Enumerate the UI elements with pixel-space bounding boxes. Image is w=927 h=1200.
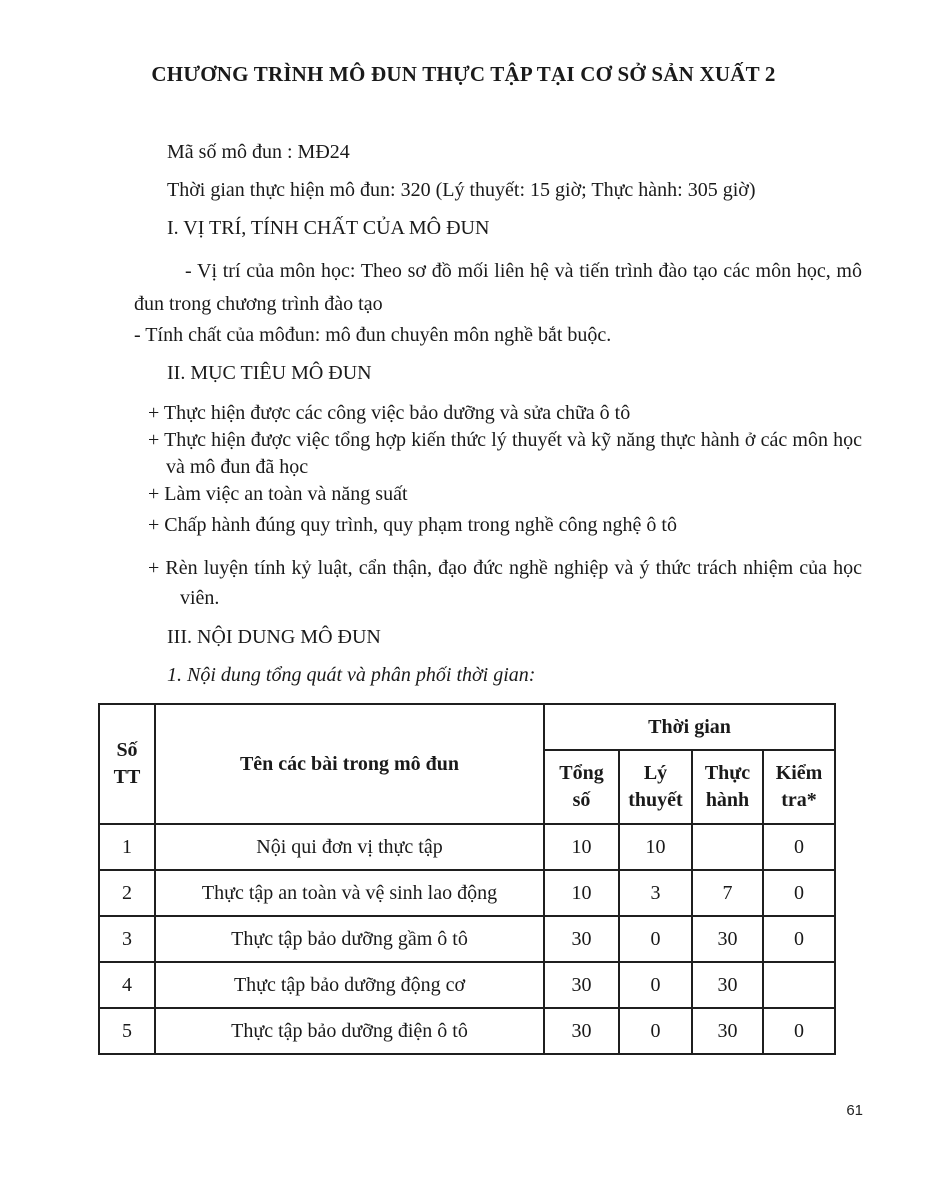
cell-theory: 0 <box>619 1008 692 1054</box>
col-header-stt: Số TT <box>99 704 155 824</box>
module-duration-line: Thời gian thực hiện mô đun: 320 (Lý thuyết: 15 giờ; Thực hành: 305 giờ) <box>167 179 756 201</box>
paragraph-position: - Vị trí của môn học: Theo sơ đồ mối liên hệ và tiến trình đào tạo các môn học, mô đun trong chương trình đào tạo <box>134 260 862 315</box>
cell-total: 30 <box>544 962 619 1008</box>
paragraph-nature: - Tính chất của môđun: mô đun chuyên môn nghề bắt buộc. <box>134 324 612 347</box>
section1-heading: I. VỊ TRÍ, TÍNH CHẤT CỦA MÔ ĐUN <box>167 217 490 239</box>
cell-test: 0 <box>763 916 835 962</box>
col-header-practice: Thực hành <box>692 750 763 824</box>
col-header-time-group: Thời gian <box>544 704 835 750</box>
col-header-total: Tổng số <box>544 750 619 824</box>
cell-stt: 1 <box>99 824 155 870</box>
col-header-test: Kiểm tra* <box>763 750 835 824</box>
cell-test: 0 <box>763 824 835 870</box>
table-row <box>99 916 835 962</box>
cell-test: 0 <box>763 870 835 916</box>
table-row <box>99 870 835 916</box>
cell-test <box>763 962 835 1008</box>
cell-practice: 7 <box>692 870 763 916</box>
cell-name: Thực tập an toàn và vệ sinh lao động <box>155 870 544 916</box>
objectives-list <box>134 400 862 613</box>
cell-stt: 4 <box>99 962 155 1008</box>
cell-total: 30 <box>544 916 619 962</box>
cell-name: Thực tập bảo dưỡng động cơ <box>155 962 544 1008</box>
table-row <box>99 962 835 1008</box>
objective-item: + Làm việc an toàn và năng suất <box>148 483 408 506</box>
cell-practice: 30 <box>692 916 763 962</box>
cell-theory: 0 <box>619 916 692 962</box>
cell-name: Nội qui đơn vị thực tập <box>155 824 544 870</box>
module-code-line: Mã số mô đun : MĐ24 <box>167 141 350 163</box>
cell-practice: 30 <box>692 962 763 1008</box>
section2-heading: II. MỤC TIÊU MÔ ĐUN <box>167 362 372 385</box>
page-number: 61 <box>846 1102 863 1119</box>
objective-item: + Rèn luyện tính kỷ luật, cẩn thận, đạo đức nghề nghiệp và ý thức trách nhiệm của học viên. <box>148 557 862 610</box>
section3-heading: III. NỘI DUNG MÔ ĐUN <box>167 626 381 649</box>
cell-name: Thực tập bảo dưỡng gầm ô tô <box>155 916 544 962</box>
section3-subheading: 1. Nội dung tổng quát và phân phối thời gian: <box>167 664 536 687</box>
cell-name: Thực tập bảo dưỡng điện ô tô <box>155 1008 544 1054</box>
table-row <box>99 824 835 870</box>
cell-total: 10 <box>544 824 619 870</box>
cell-stt: 2 <box>99 870 155 916</box>
objective-item: + Thực hiện được các công việc bảo dưỡng và sửa chữa ô tô <box>148 402 631 425</box>
cell-stt: 3 <box>99 916 155 962</box>
cell-stt: 5 <box>99 1008 155 1054</box>
document-content <box>113 140 862 1055</box>
col-header-name: Tên các bài trong mô đun <box>155 704 544 824</box>
document-title: CHƯƠNG TRÌNH MÔ ĐUN THỰC TẬP TẠI CƠ SỞ SẢN XUẤT 2 <box>151 62 776 86</box>
table-row <box>99 1008 835 1054</box>
objective-item: + Thực hiện được việc tổng hợp kiến thức lý thuyết và kỹ năng thực hành ở các môn học và mô đun đã học <box>148 429 862 479</box>
cell-test: 0 <box>763 1008 835 1054</box>
col-header-theory: Lý thuyết <box>619 750 692 824</box>
cell-practice: 30 <box>692 1008 763 1054</box>
objective-item: + Chấp hành đúng quy trình, quy phạm trong nghề công nghệ ô tô <box>148 514 677 537</box>
cell-practice <box>692 824 763 870</box>
table-header-row <box>99 704 835 750</box>
cell-theory: 10 <box>619 824 692 870</box>
cell-total: 30 <box>544 1008 619 1054</box>
schedule-table <box>98 703 836 1055</box>
cell-total: 10 <box>544 870 619 916</box>
cell-theory: 0 <box>619 962 692 1008</box>
cell-theory: 3 <box>619 870 692 916</box>
